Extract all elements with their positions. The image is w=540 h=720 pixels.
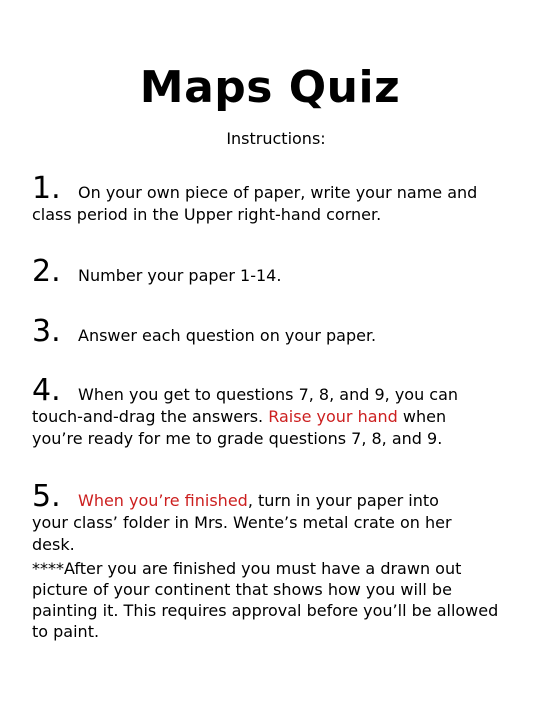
step-text: when <box>397 407 447 426</box>
step-number: 5. <box>32 479 61 514</box>
final-note: ****After you are finished you must have a drawn out picture of your continent that shows how you will be painting it. This requires approval before you’ll be allowed to paint. <box>32 559 499 641</box>
step-text-line: When you get to questions 7, 8, and 9, you can <box>78 385 459 404</box>
step-4 <box>32 373 512 450</box>
instructions-heading: Instructions: <box>226 129 326 148</box>
step-1 <box>32 171 512 226</box>
step-text-line: Number your paper 1-14. <box>78 266 282 285</box>
step-text-line <box>32 479 512 514</box>
step-text-line: class period in the Upper right-hand corner. <box>32 205 382 224</box>
step-text-line <box>32 406 512 428</box>
step-number: 3. <box>32 314 61 349</box>
step-3 <box>32 314 512 349</box>
step-text-line: desk. <box>32 535 75 554</box>
step-text: touch-and-drag the answers. <box>32 407 269 426</box>
step-number: 4. <box>32 373 61 408</box>
page-title: Maps Quiz <box>139 62 401 113</box>
highlighted-text: When you’re finished <box>78 491 248 510</box>
step-text-line: On your own piece of paper, write your name and <box>78 183 478 202</box>
step-text-line: you’re ready for me to grade questions 7, 8, and 9. <box>32 429 443 448</box>
highlighted-text: Raise your hand <box>268 407 398 426</box>
step-text-line: your class’ folder in Mrs. Wente’s metal crate on her <box>32 513 452 532</box>
step-number: 2. <box>32 254 61 289</box>
step-2 <box>32 254 512 289</box>
step-5 <box>32 479 512 556</box>
step-number: 1. <box>32 171 61 206</box>
step-text: , turn in your paper into <box>247 491 439 510</box>
step-text-line: Answer each question on your paper. <box>78 326 377 345</box>
